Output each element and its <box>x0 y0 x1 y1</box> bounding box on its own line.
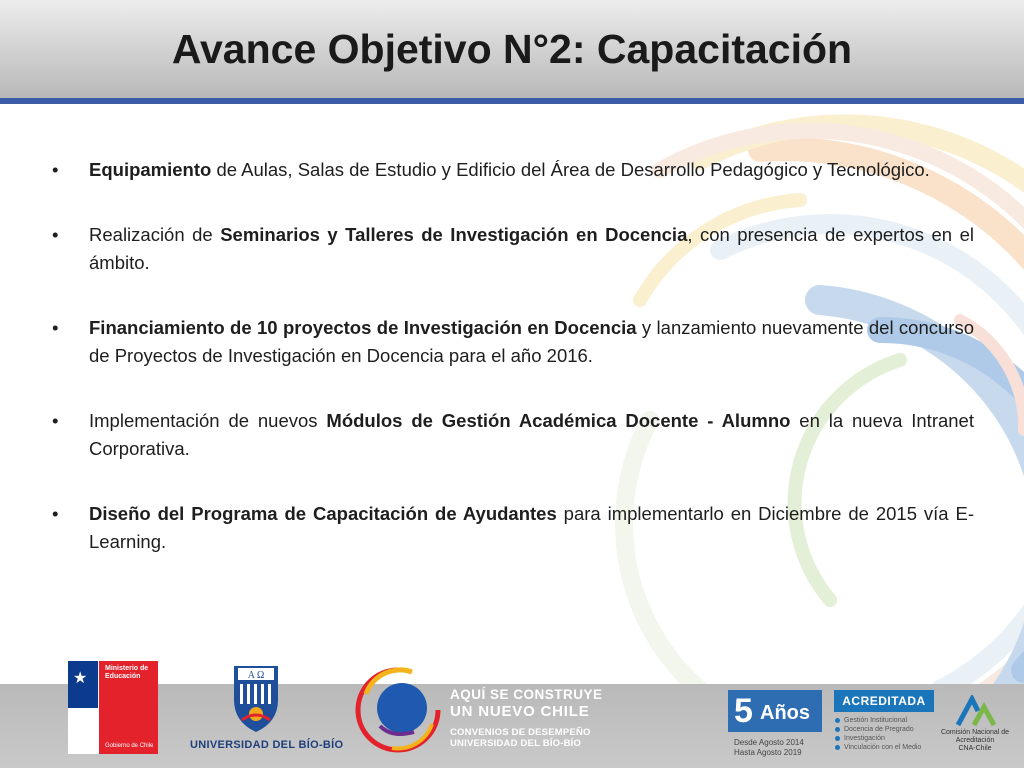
area-item: Investigación <box>834 734 921 743</box>
bullet-dot: • <box>52 224 59 245</box>
bullet-item <box>52 500 974 556</box>
bullet-dot: • <box>52 410 59 431</box>
bullet-pre: Realización de <box>89 224 221 245</box>
area-item: Vinculación con el Medio <box>834 743 921 752</box>
slide-title: Avance Objetivo N°2: Capacitación <box>171 26 853 72</box>
cna-logo-icon <box>954 695 998 727</box>
star-icon: ★ <box>73 670 88 687</box>
years-word: Años <box>760 702 810 724</box>
years-number: 5 <box>734 692 753 730</box>
slogan-line4: UNIVERSIDAD DEL BÍO-BÍO <box>450 738 582 749</box>
bullet-bold: Diseño del Programa de Capacitación de Ayudantes <box>89 503 557 524</box>
accreditation-areas <box>834 716 921 752</box>
mineduc-logo <box>68 661 158 754</box>
bullet-text: , con presencia de expertos en el ámbito. <box>89 224 974 273</box>
accreditation-dates <box>734 738 804 758</box>
bullet-dot: • <box>52 159 59 180</box>
bullet-text: para implementarlo en Diciembre de 2015 vía E-Learning. <box>89 503 974 552</box>
date-from: Desde Agosto 2014 <box>734 738 804 747</box>
bullet-bold: Seminarios y Talleres de Investigación en Docencia <box>220 224 688 245</box>
slogan-line1: AQUÍ SE CONSTRUYE <box>450 687 603 702</box>
title-underline <box>0 98 1024 104</box>
slogan-block <box>450 687 603 749</box>
mineduc-gov: Gobierno de Chile <box>105 743 154 749</box>
bullet-item <box>52 407 974 463</box>
bullet-text: en la nueva Intranet Corporativa. <box>89 410 974 459</box>
accreditation-years-badge <box>728 690 822 732</box>
acreditada-badge: ACREDITADA <box>834 690 934 712</box>
cna-agency-name: Comisión Nacional de Acreditación <box>940 729 1010 744</box>
date-to: Hasta Agosto 2019 <box>734 748 802 757</box>
bullet-item <box>52 156 974 184</box>
bullet-dot: • <box>52 503 59 524</box>
mineduc-name: Ministerio de Educación <box>105 665 149 680</box>
cna-agency <box>940 729 1010 753</box>
bullet-bold: Financiamiento de 10 proyectos de Investigación en Docencia <box>89 317 637 338</box>
area-item: Gestión Institucional <box>834 716 921 725</box>
slogan-line2: UN NUEVO CHILE <box>450 703 590 720</box>
bullet-bold: Módulos de Gestión Académica Docente - Alumno <box>326 410 791 431</box>
ubb-shield-icon <box>230 660 282 734</box>
area-item: Docencia de Pregrado <box>834 725 921 734</box>
bullet-text: de Aulas, Salas de Estudio y Edificio del Área de Desarrollo Pedagógico y Tecnológico. <box>211 159 930 180</box>
bullet-dot: • <box>52 317 59 338</box>
bullet-list <box>52 156 974 593</box>
bullet-item <box>52 314 974 370</box>
flag-blue-block <box>68 661 98 708</box>
cna-agency-short: CNA-Chile <box>958 745 992 752</box>
flag-white-block <box>68 708 98 754</box>
bullet-item <box>52 221 974 277</box>
bullet-text: y lanzamiento nuevamente del concurso de Proyectos de Investigación en Docencia para el año 2016. <box>89 317 974 366</box>
bullet-bold: Equipamiento <box>89 159 212 180</box>
chile-circle-icon <box>352 664 444 756</box>
ubb-name: UNIVERSIDAD DEL BÍO-BÍO <box>190 739 344 751</box>
slogan-line3: CONVENIOS DE DESEMPEÑO <box>450 727 591 738</box>
bullet-pre: Implementación de nuevos <box>89 410 327 431</box>
ubb-logo-letters: A Ω <box>247 670 265 681</box>
